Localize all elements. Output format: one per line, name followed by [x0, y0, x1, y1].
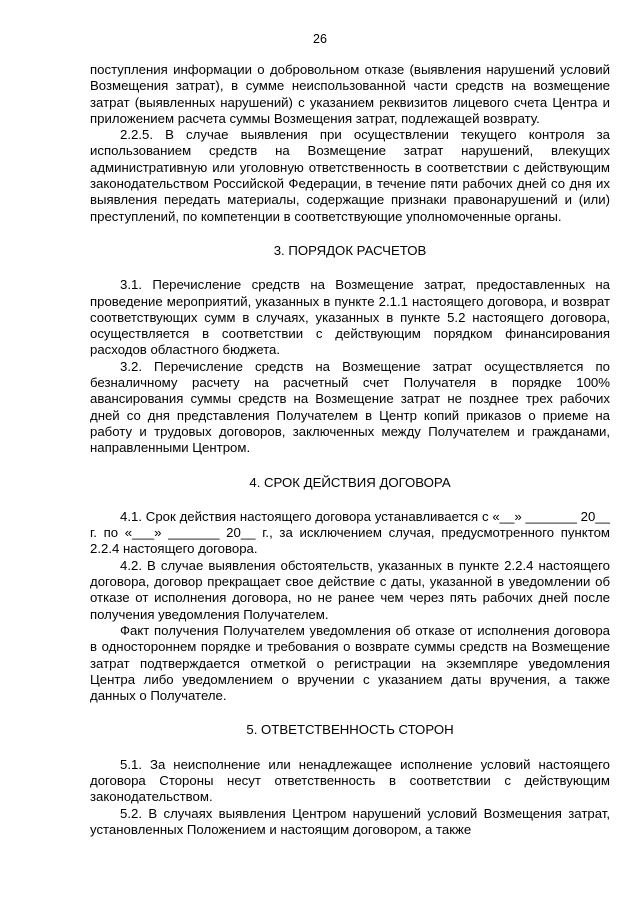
section-5-heading: 5. ОТВЕТСТВЕННОСТЬ СТОРОН [246, 722, 454, 738]
page-number: 26 [313, 32, 327, 46]
paragraph-4-2-fact: Факт получения Получателем уведомления об отказе от исполнения договора в одностороннем порядке и требования о возврате суммы средств на Возмещение затрат подтверждается отметкой о регистрации на экземпляре уведомления Центра либо уведомлением о вручении с указанием даты вручения, а также данных о Получателе. [90, 622, 610, 704]
paragraph-continuation: поступления информации о добровольном отказе (выявления нарушений условий Возмещения затрат), в сумме неиспользованной части средств на возмещение затрат (выявленных нарушений) с указанием реквизитов лицевого счета Центра и приложением расчета суммы Возмещения затрат, подлежащей возврату. [90, 62, 610, 126]
paragraph-3-1: 3.1. Перечисление средств на Возмещение затрат, предоставленных на проведение мероприятий, указанных в пункте 2.1.1 настоящего договора, и возврат соответствующих сумм в случаях, указанных в пункте 5.2 настоящего договора, осуществляется в соответствии с действующим порядком финансирования расходов областного бюджета. [90, 277, 610, 358]
paragraph-5-1: 5.1. За неисполнение или ненадлежащее исполнение условий настоящего договора Стороны несут ответственность в соответствии с действующим законодательством. [90, 756, 610, 805]
paragraph-2-2-5: 2.2.5. В случае выявления при осуществлении текущего контроля за использованием средств на Возмещение затрат нарушений, влекущих административную или уголовную ответственность в соответствии с действующим законодательством Российской Федерации, в течение пяти рабочих дней со дня их выявления передать материалы, содержащие признаки правонарушений и (или) преступлений, по компетенции в соответствующие уполномоченные органы. [90, 127, 610, 224]
section-4-heading: 4. СРОК ДЕЙСТВИЯ ДОГОВОРА [249, 474, 451, 490]
section-3-heading: 3. ПОРЯДОК РАСЧЕТОВ [273, 242, 427, 258]
document-body [90, 62, 610, 838]
paragraph-3-2: 3.2. Перечисление средств на Возмещение затрат осуществляется по безналичному расчету на расчетный счет Получателя в порядке 100% авансирования суммы средств на Возмещение затрат не позднее трех рабочих дней со дня представления Получателем в Центр копий приказов о приеме на работу и трудовых договоров, заключенных между Получателем и гражданами, направленными Центром. [90, 358, 610, 456]
paragraph-4-2: 4.2. В случае выявления обстоятельств, указанных в пункте 2.2.4 настоящего договора, договор прекращает свое действие с даты, указанной в уведомлении об отказе от исполнения договора, но не ранее чем через пять рабочих дней после получения уведомления Получателем. [90, 557, 610, 622]
paragraph-5-2: 5.2. В случаях выявления Центром нарушений условий Возмещения затрат, установленных Положением и настоящим договором, а также [90, 805, 610, 837]
paragraph-4-1: 4.1. Срок действия настоящего договора устанавливается с «__» _______ 20__ г. по «___» _______ 20__ г., за исключением случая, предусмотренного пунктом 2.2.4 настоящего договора. [90, 508, 610, 557]
